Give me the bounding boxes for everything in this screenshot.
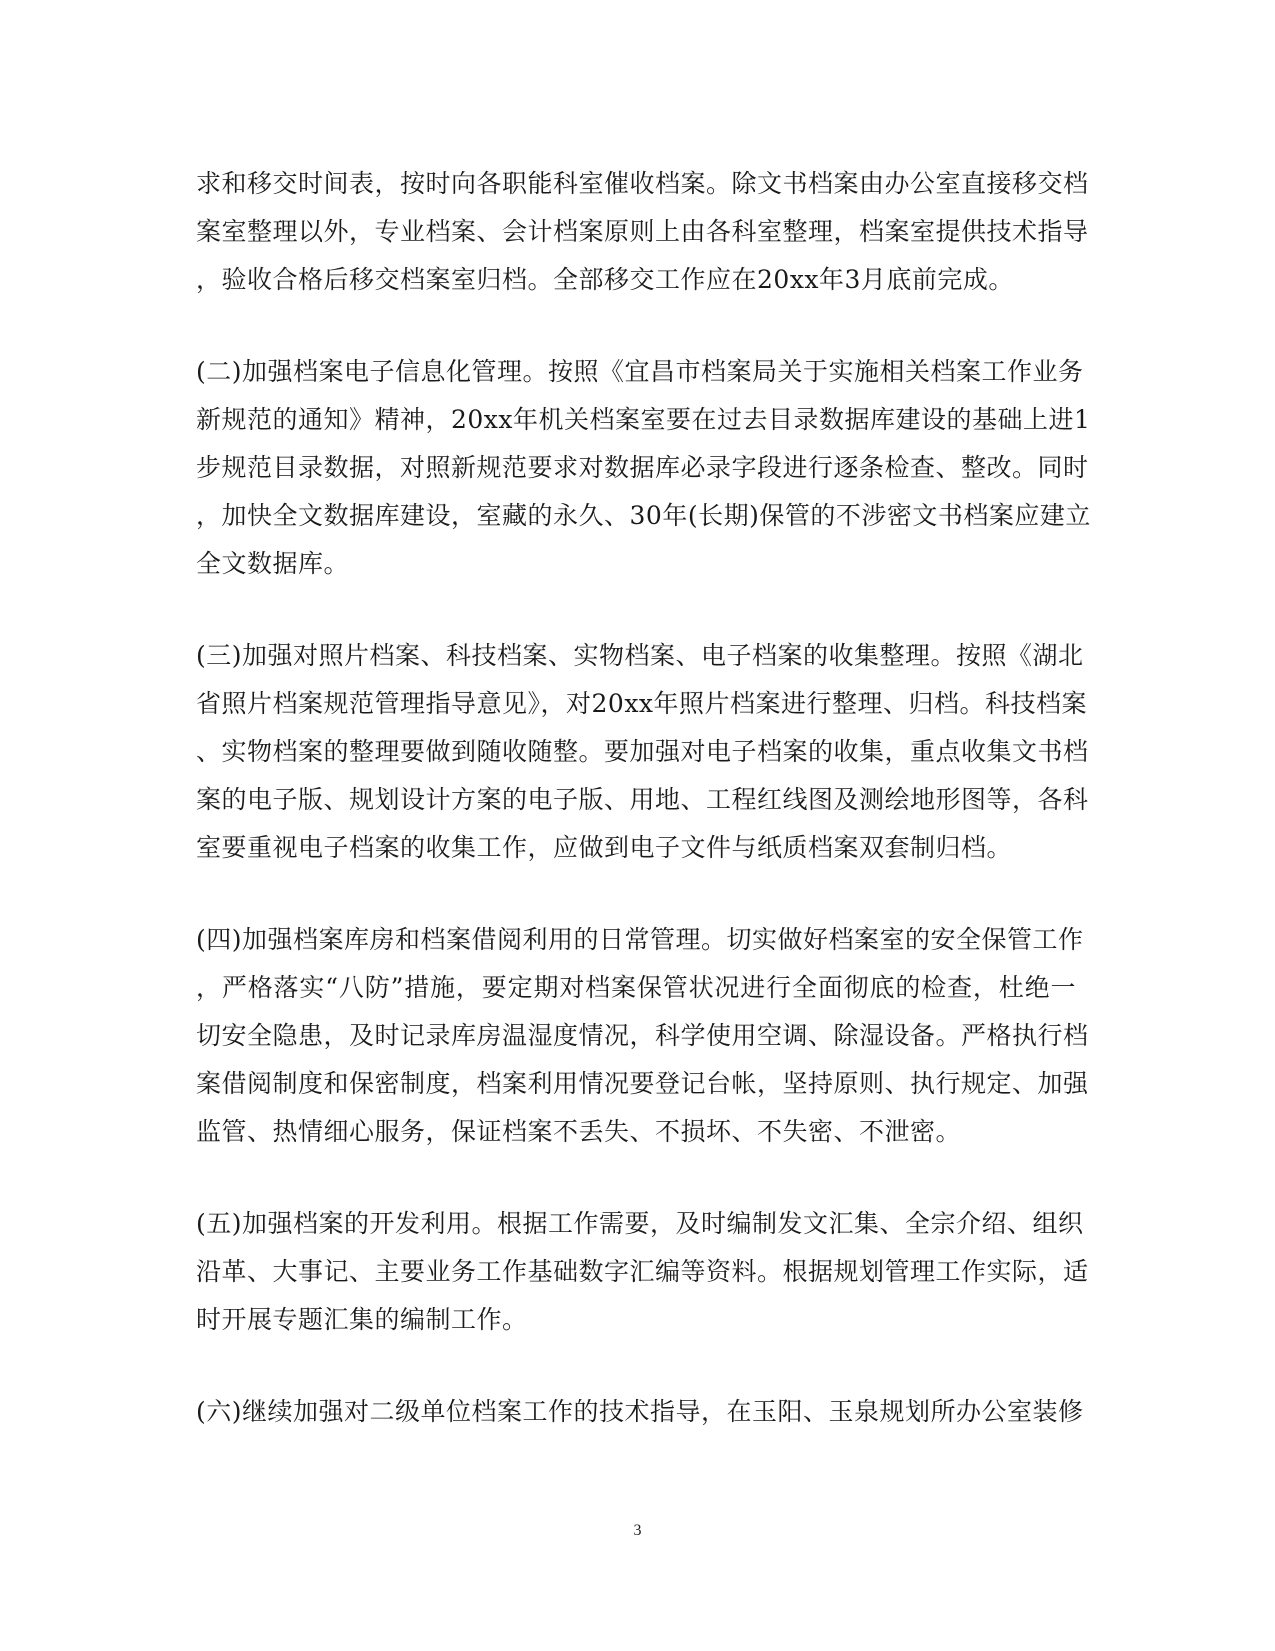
text-line: 室要重视电子档案的收集工作，应做到电子文件与纸质档案双套制归档。 bbox=[196, 833, 1013, 862]
text-line: ，验收合格后移交档案室归档。全部移交工作应在20xx年3月底前完成。 bbox=[196, 265, 1014, 294]
text-line: 案室整理以外，专业档案、会计档案原则上由各科室整理，档案室提供技术指导 bbox=[196, 217, 1089, 246]
text-line: 全文数据库。 bbox=[196, 549, 350, 578]
text-line: 新规范的通知》精神，20xx年机关档案室要在过去目录数据库建设的基础上进1 bbox=[196, 405, 1091, 434]
text-line: 沿革、大事记、主要业务工作基础数字汇编等资料。根据规划管理工作实际，适 bbox=[196, 1257, 1089, 1286]
text-line: 时开展专题汇集的编制工作。 bbox=[196, 1305, 528, 1334]
page-number: 3 bbox=[633, 1522, 642, 1539]
text-line: 监管、热情细心服务，保证档案不丢失、不损坏、不失密、不泄密。 bbox=[196, 1117, 962, 1146]
paragraph-3 bbox=[196, 632, 1089, 872]
text-line: (三)加强对照片档案、科技档案、实物档案、电子档案的收集整理。按照《湖北 bbox=[196, 641, 1084, 670]
paragraph-2 bbox=[196, 348, 1091, 588]
text-line: 、实物档案的整理要做到随收随整。要加强对电子档案的收集，重点收集文书档 bbox=[196, 737, 1089, 766]
paragraph-4 bbox=[196, 916, 1089, 1156]
text-line: 案借阅制度和保密制度，档案利用情况要登记台帐，坚持原则、执行规定、加强 bbox=[196, 1069, 1089, 1098]
text-line: (四)加强档案库房和档案借阅利用的日常管理。切实做好档案室的安全保管工作 bbox=[196, 925, 1084, 954]
paragraph-5 bbox=[196, 1200, 1089, 1344]
text-line: ，严格落实“八防”措施，要定期对档案保管状况进行全面彻底的检查，杜绝一 bbox=[196, 973, 1076, 1002]
body-text bbox=[196, 160, 1091, 1480]
paragraph-1 bbox=[196, 160, 1089, 304]
text-line: 省照片档案规范管理指导意见》，对20xx年照片档案进行整理、归档。科技档案 bbox=[196, 689, 1088, 718]
text-line: 案的电子版、规划设计方案的电子版、用地、工程红线图及测绘地形图等，各科 bbox=[196, 785, 1089, 814]
text-line: (二)加强档案电子信息化管理。按照《宜昌市档案局关于实施相关档案工作业务 bbox=[196, 357, 1084, 386]
paragraph-6 bbox=[196, 1388, 1084, 1436]
text-line: (五)加强档案的开发利用。根据工作需要，及时编制发文汇集、全宗介绍、组织 bbox=[196, 1209, 1084, 1238]
text-line: 求和移交时间表，按时向各职能科室催收档案。除文书档案由办公室直接移交档 bbox=[196, 169, 1089, 198]
text-line: (六)继续加强对二级单位档案工作的技术指导，在玉阳、玉泉规划所办公室装修 bbox=[196, 1397, 1084, 1426]
text-line: ，加快全文数据库建设，室藏的永久、30年(长期)保管的不涉密文书档案应建立 bbox=[196, 501, 1091, 530]
text-line: 切安全隐患，及时记录库房温湿度情况，科学使用空调、除湿设备。严格执行档 bbox=[196, 1021, 1089, 1050]
text-line: 步规范目录数据，对照新规范要求对数据库必录字段进行逐条检查、整改。同时 bbox=[196, 453, 1089, 482]
